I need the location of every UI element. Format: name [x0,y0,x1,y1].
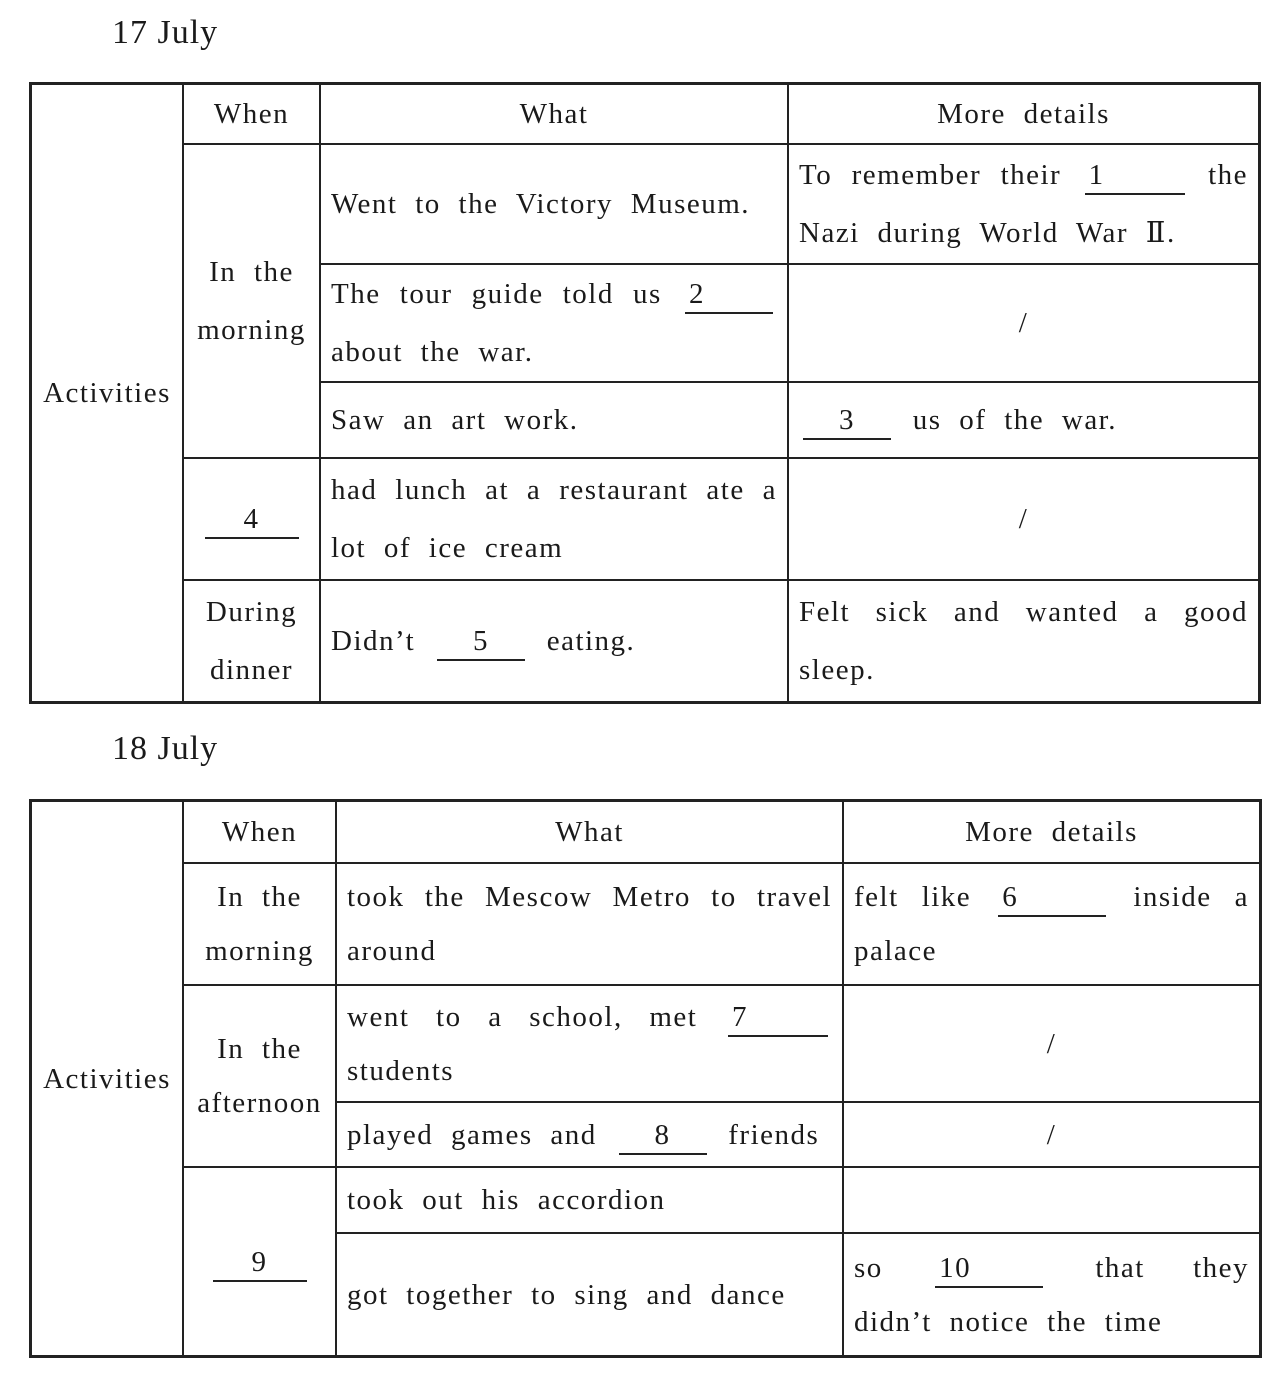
what-sing-dance: got together to sing and dance [336,1233,843,1356]
what-school [336,985,843,1102]
answer-blank-2: 2 [685,276,773,314]
details-text-b: inside a palace [854,881,1250,967]
details-text-b: the Nazi during World War Ⅱ. [799,159,1248,249]
answer-blank-5: 5 [437,623,525,661]
answer-blank-10: 10 [935,1250,1043,1288]
details-art-work [788,382,1259,458]
what-accordion: took out his accordion [336,1167,843,1233]
details-felt-sick: Felt sick and wanted a good sleep. [788,580,1259,702]
details-text-a: felt like [854,881,972,913]
when-during-dinner: During dinner [183,580,320,702]
schedule-table-18-july [30,800,1261,1357]
answer-blank-1: 1 [1085,157,1185,195]
when-blank-4 [183,458,320,580]
what-art-work: Saw an art work. [320,382,788,458]
when-in-the-afternoon: In the afternoon [183,985,336,1167]
details-empty [843,1167,1260,1233]
what-text-a: Didn’t [331,625,416,657]
when-in-the-morning: In the morning [183,144,320,458]
what-text-a: played games and [347,1118,597,1151]
details-remember [788,144,1259,264]
what-tour-guide [320,264,788,382]
header-what: What [320,84,788,144]
schedule-table-17-july [30,83,1260,703]
date-heading-18-july: 18 July [112,730,219,767]
answer-blank-9: 9 [213,1244,307,1282]
what-text-b: friends [728,1118,820,1151]
answer-blank-3: 3 [803,402,891,440]
answer-blank-8: 8 [619,1117,707,1155]
when-blank-9 [183,1167,336,1356]
details-text-b: that they didn’t notice the time [854,1251,1250,1338]
what-games [336,1102,843,1167]
header-what: What [336,801,843,863]
what-text-b: about the war. [331,336,534,368]
activities-label: Activities [31,84,183,702]
what-text-b: eating. [546,625,636,657]
what-metro: took the Mescow Metro to travel around [336,863,843,985]
what-text-a: The tour guide told us [331,278,662,310]
details-text-a: To remember their [799,159,1062,191]
what-lunch: had lunch at a restaurant ate a lot of ice cream [320,458,788,580]
details-slash: / [843,985,1260,1102]
what-text-a: went to a school, met [347,1000,698,1033]
header-more-details: More details [843,801,1260,863]
details-text-a: so [854,1251,883,1284]
what-didnt-eat [320,580,788,702]
details-notice-time [843,1233,1260,1356]
details-slash: / [788,264,1259,382]
header-more-details: More details [788,84,1259,144]
details-palace [843,863,1260,985]
answer-blank-7: 7 [728,999,828,1037]
activities-label: Activities [31,801,183,1356]
what-text-b: students [347,1054,455,1087]
details-slash: / [788,458,1259,580]
header-when: When [183,84,320,144]
details-text-b: us of the war. [912,404,1117,436]
date-heading-17-july: 17 July [112,14,219,51]
when-in-the-morning: In the morning [183,863,336,985]
header-when: When [183,801,336,863]
what-victory-museum: Went to the Victory Museum. [320,144,788,264]
answer-blank-4: 4 [205,501,299,539]
answer-blank-6: 6 [998,879,1106,917]
details-slash: / [843,1102,1260,1167]
